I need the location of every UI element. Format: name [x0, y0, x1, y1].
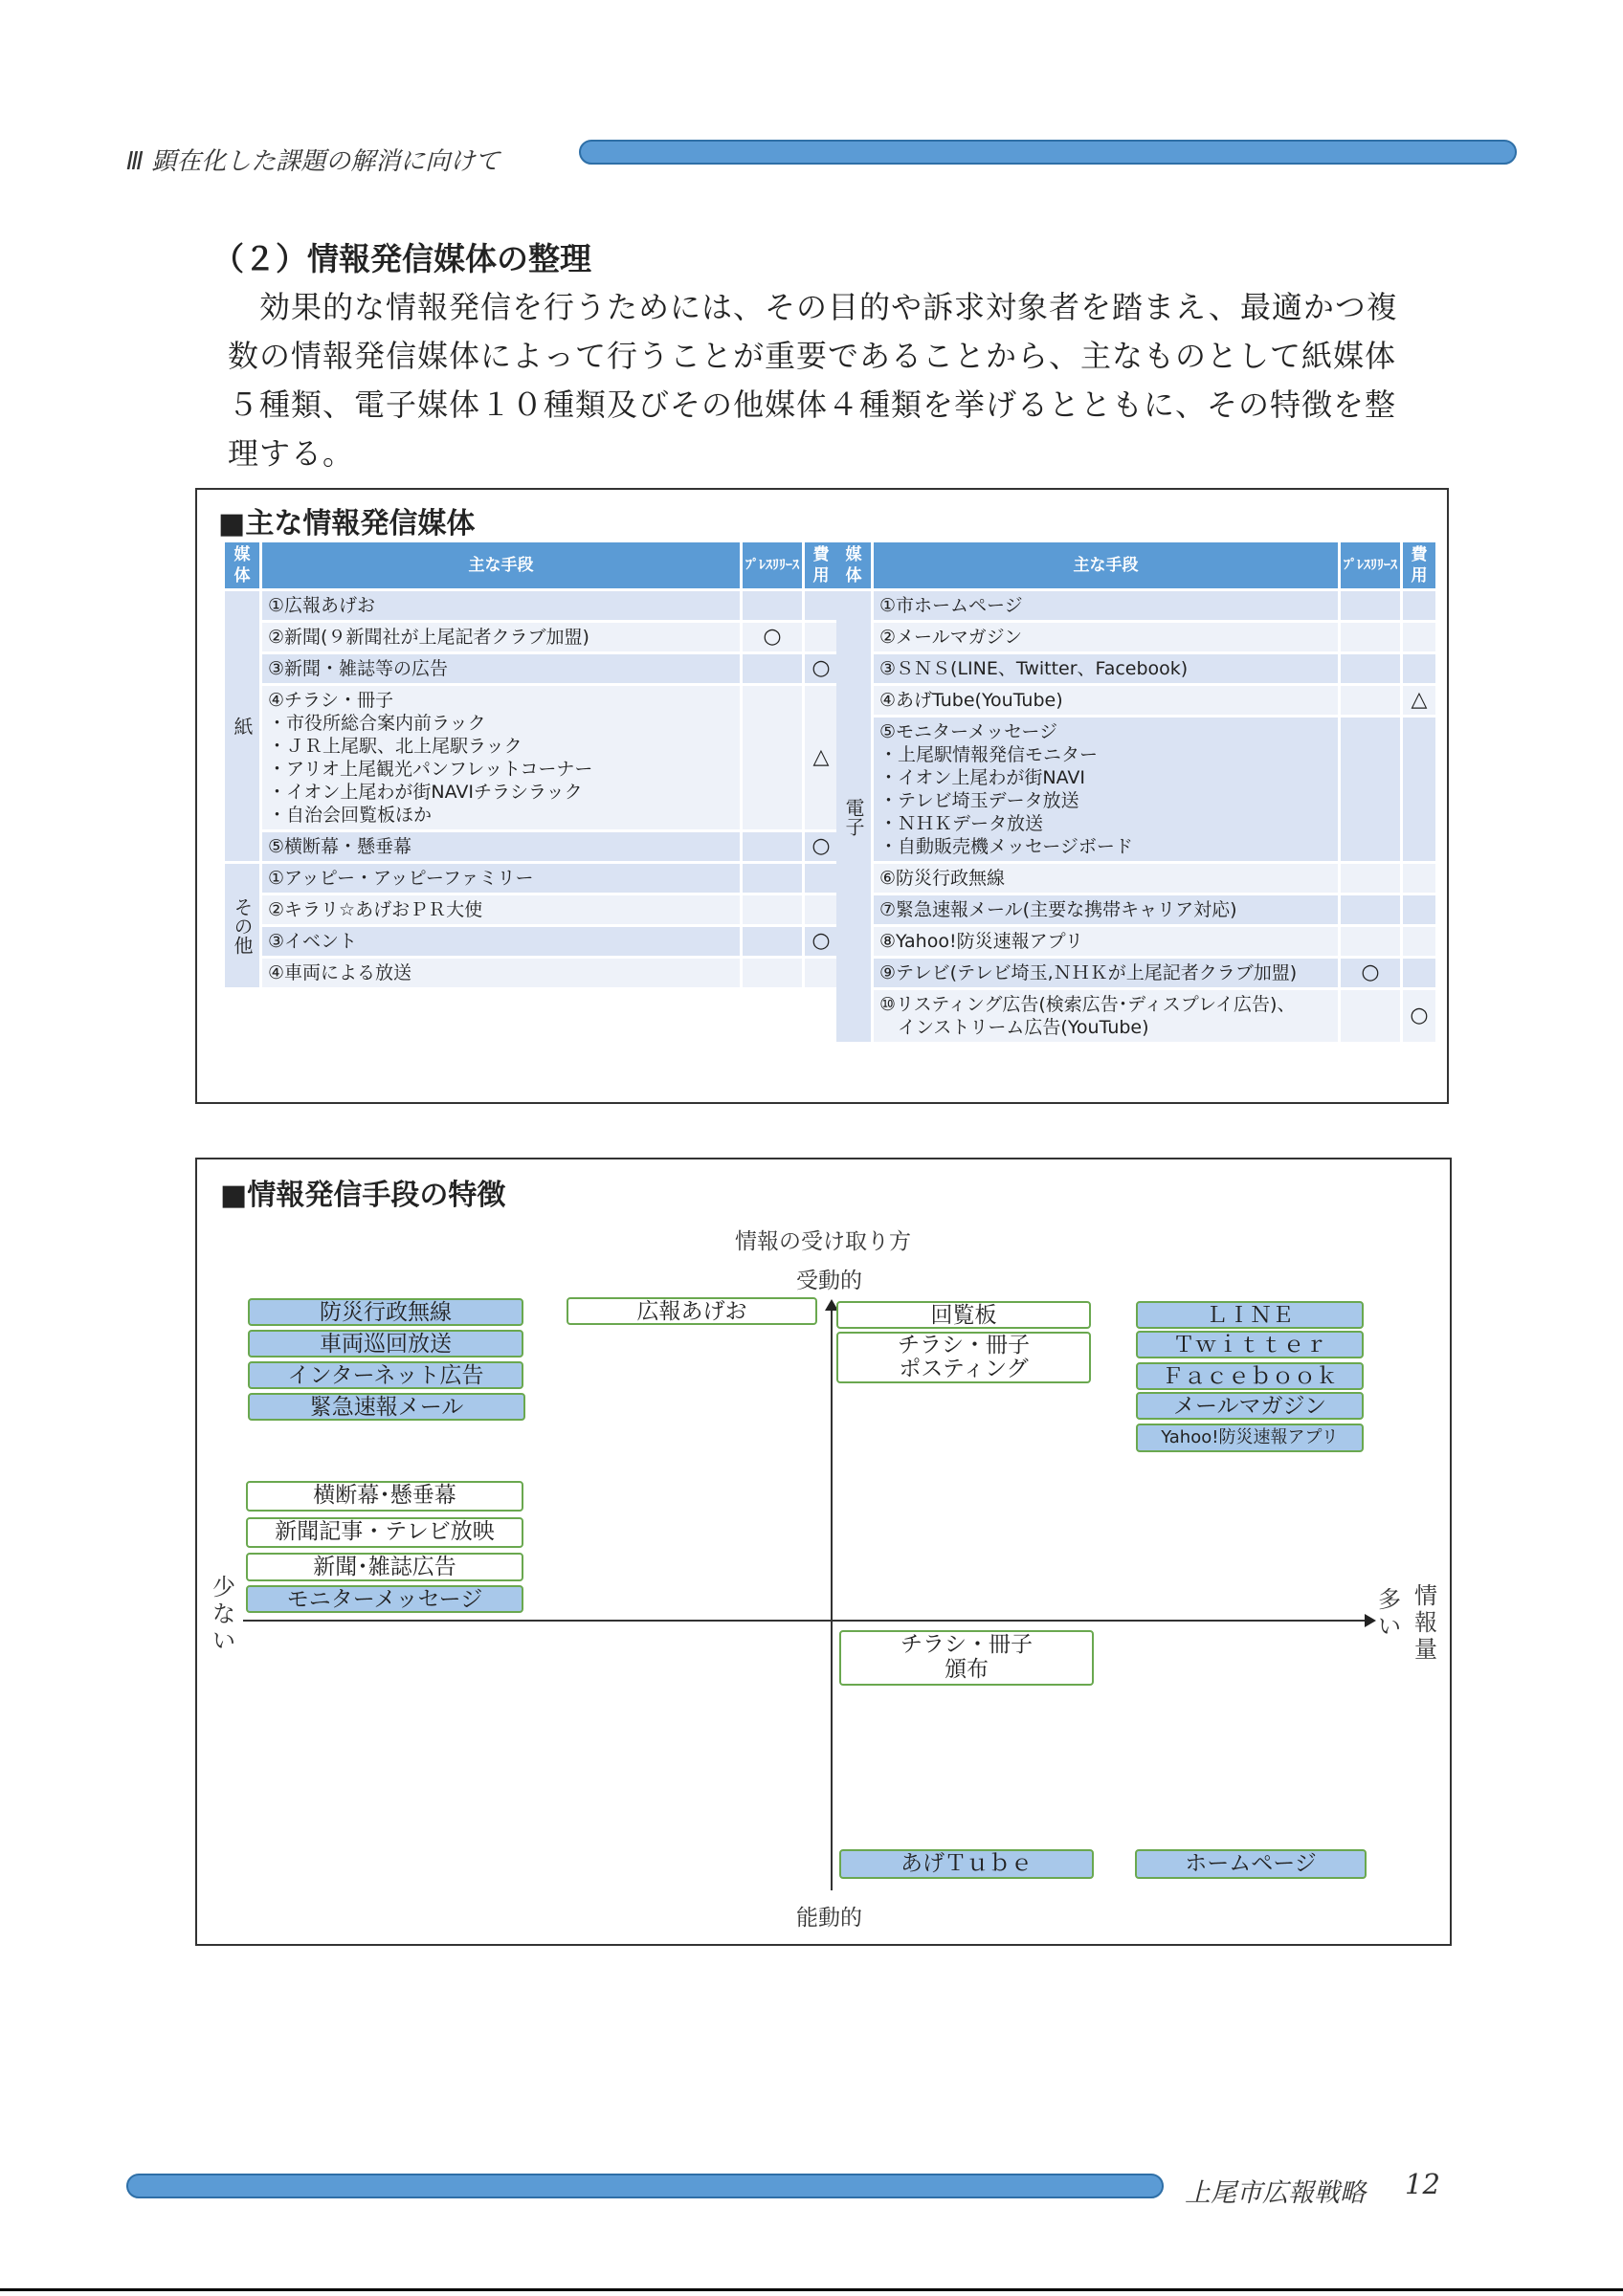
tag-koho: 広報あげお [567, 1297, 817, 1325]
label-more: 多い [1378, 1586, 1401, 1640]
tag-oudan: 横断幕･懸垂幕 [246, 1481, 523, 1512]
media-category: 電子 [836, 591, 871, 1042]
paragraph-line: ５種類、電子媒体１０種類及びその他媒体４種類を挙げるとともに、その特徴を整 [228, 386, 1397, 423]
method-cell [262, 895, 740, 924]
cost-cell [1403, 864, 1435, 893]
method-cell [874, 686, 1338, 715]
table-row [836, 654, 1435, 683]
press-release-cell [1341, 718, 1400, 861]
table-row [836, 959, 1435, 987]
method-main: ②キラリ☆あげおＰＲ大使 [268, 899, 483, 920]
table-row [836, 895, 1435, 924]
table-row [225, 832, 837, 861]
method-sub-item: ・ＪＲ上尾駅、北上尾駅ラック [268, 736, 522, 757]
tag-agetube: あげＴｕｂｅ [839, 1849, 1094, 1879]
table-row [836, 623, 1435, 651]
tag-chirashi-hanpu [839, 1630, 1094, 1686]
axis-title-top: 情報の受け取り方 [735, 1229, 911, 1254]
press-release-cell [1341, 686, 1400, 715]
media-table-left [222, 540, 840, 990]
label-passive: 受動的 [796, 1269, 862, 1293]
tag-chirashi-hanpu-line2: 頒布 [945, 1657, 989, 1682]
press-release-cell [743, 686, 802, 829]
tag-yahoo: Yahoo!防災速報アプリ [1136, 1424, 1364, 1452]
press-release-cell [743, 927, 802, 956]
press-release-cell [1341, 623, 1400, 651]
tag-facebook: Ｆａｃｅｂｏｏｋ [1136, 1362, 1364, 1390]
method-main: ①広報あげお [268, 595, 376, 616]
cost-cell: ○ [805, 654, 837, 683]
method-cell [262, 591, 740, 620]
table-row [225, 895, 837, 924]
method-main: ④車両による放送 [268, 962, 412, 983]
media-table-right [834, 540, 1438, 1045]
cost-cell [1403, 718, 1435, 861]
cost-cell: ○ [805, 927, 837, 956]
method-sub-item: ・イオン上尾わが街NAVIチラシラック [268, 782, 583, 803]
press-release-cell [1341, 654, 1400, 683]
cost-cell [805, 864, 837, 893]
table-row [836, 864, 1435, 893]
method-main: ⑦緊急速報メール(主要な携帯キャリア対応) [879, 899, 1237, 920]
method-main: ④あげTube(YouTube) [879, 690, 1063, 711]
method-main: ③ＳＮＳ(LINE、Twitter、Facebook) [879, 658, 1189, 679]
tag-chirashi-posting [836, 1332, 1091, 1383]
method-main: ⑨テレビ(テレビ埼玉,ＮＨＫが上尾記者クラブ加盟) [879, 962, 1298, 983]
cost-cell [805, 959, 837, 987]
paragraph-line: 数の情報発信媒体によって行うことが重要であることから、主なものとして紙媒体 [228, 338, 1397, 374]
label-less: 少ない [212, 1574, 235, 1654]
tag-chirashi-posting-line1: チラシ・冊子 [898, 1333, 1030, 1358]
method-main: ③イベント [268, 931, 358, 952]
method-sub-item: ・ＮＨＫデータ放送 [879, 813, 1044, 834]
x-axis-arrow [1365, 1614, 1376, 1627]
header-press: ﾌﾟﾚｽﾘﾘｰｽ [743, 542, 802, 588]
tag-homepage: ホームページ [1135, 1849, 1367, 1879]
press-release-cell [743, 654, 802, 683]
section-title: （２）情報発信媒体の整理 [212, 240, 591, 277]
method-cell [874, 654, 1338, 683]
page-bottom-rule [0, 2288, 1623, 2291]
axis-title-right: 情報量 [1414, 1582, 1437, 1663]
method-cell [262, 686, 740, 829]
header-cost: 費用 [805, 542, 837, 588]
press-release-cell [1341, 895, 1400, 924]
cost-cell [1403, 591, 1435, 620]
tag-shinbun-ad: 新聞･雑誌広告 [246, 1553, 523, 1581]
header-cost: 費用 [1403, 542, 1435, 588]
header-method: 主な手段 [874, 542, 1338, 588]
method-cell [874, 990, 1338, 1042]
footer-title: 上尾市広報戦略 [1185, 2178, 1366, 2208]
table-row [225, 591, 837, 620]
table-row [225, 959, 837, 987]
press-release-cell [743, 895, 802, 924]
table-row [225, 927, 837, 956]
features-chart-title: ■情報発信手段の特徴 [220, 1179, 506, 1212]
paragraph-line: 効果的な情報発信を行うためには、その目的や訴求対象者を踏まえ、最適かつ複 [228, 289, 1398, 325]
press-release-cell: ○ [743, 623, 802, 651]
press-release-cell [1341, 864, 1400, 893]
method-main: ③新聞・雑誌等の広告 [268, 658, 449, 679]
cost-cell [1403, 895, 1435, 924]
label-active: 能動的 [796, 1906, 862, 1931]
table-row [225, 654, 837, 683]
method-cell [874, 959, 1338, 987]
table-row [836, 686, 1435, 715]
method-main: ①アッピー・アッピーファミリー [268, 868, 534, 889]
press-release-cell [1341, 927, 1400, 956]
header-media: 媒体 [225, 542, 259, 588]
method-sub-item: ・イオン上尾わが街NAVI [879, 767, 1086, 788]
method-sub-item: インストリーム広告(YouTube) [879, 1017, 1149, 1038]
cost-cell [1403, 959, 1435, 987]
tag-monitor: モニターメッセージ [246, 1585, 523, 1613]
method-main: ⑤横断幕・懸垂幕 [268, 836, 412, 857]
header-media: 媒体 [836, 542, 871, 588]
tag-shinbun-tv: 新聞記事・テレビ放映 [246, 1517, 523, 1548]
table-row [836, 927, 1435, 956]
cost-cell: △ [1403, 686, 1435, 715]
chapter-heading: Ⅲ 顕在化した課題の解消に向けて [126, 147, 500, 176]
method-main: ②新聞(９新聞社が上尾記者クラブ加盟) [268, 627, 589, 648]
media-category: 紙 [225, 591, 259, 861]
press-release-cell [1341, 591, 1400, 620]
method-cell [874, 591, 1338, 620]
method-cell [874, 718, 1338, 861]
cost-cell [1403, 654, 1435, 683]
media-table-box [195, 488, 1449, 1104]
tag-mailmag: メールマガジン [1136, 1392, 1364, 1420]
press-release-cell [743, 832, 802, 861]
tag-bousai: 防災行政無線 [248, 1298, 523, 1326]
method-sub-item: ・自治会回覧板ほか [268, 805, 433, 826]
tag-line: ＬＩＮＥ [1136, 1301, 1364, 1329]
method-sub-item: ・アリオ上尾観光パンフレットコーナー [268, 759, 593, 780]
method-main: ⑧Yahoo!防災速報アプリ [879, 931, 1083, 952]
table-row [225, 864, 837, 893]
header-method: 主な手段 [262, 542, 740, 588]
press-release-cell [743, 959, 802, 987]
table-row [836, 591, 1435, 620]
method-cell [262, 654, 740, 683]
header-decoration-bar [579, 140, 1517, 165]
cost-cell [1403, 623, 1435, 651]
tag-chirashi-posting-line2: ポスティング [899, 1357, 1029, 1381]
press-release-cell [743, 591, 802, 620]
intro-paragraph [228, 283, 1434, 478]
method-sub-item: ・自動販売機メッセージボード [879, 836, 1133, 857]
method-cell [874, 864, 1338, 893]
cost-cell: ○ [805, 832, 837, 861]
header-press: ﾌﾟﾚｽﾘﾘｰｽ [1341, 542, 1400, 588]
method-main: ①市ホームページ [879, 595, 1023, 616]
table-row [836, 718, 1435, 861]
cost-cell: △ [805, 686, 837, 829]
table-row [836, 990, 1435, 1042]
media-table-title: ■主な情報発信媒体 [218, 507, 476, 541]
method-cell [262, 832, 740, 861]
press-release-cell: ○ [1341, 959, 1400, 987]
method-main: ⑩リスティング広告(検索広告･ディスプレイ広告)、 [879, 994, 1296, 1015]
y-axis [831, 1301, 833, 1890]
method-sub-item: ・上尾駅情報発信モニター [879, 744, 1099, 765]
page-number: 12 [1405, 2168, 1440, 2200]
method-main: ②メールマガジン [879, 627, 1023, 648]
press-release-cell [743, 864, 802, 893]
tag-chirashi-hanpu-line1: チラシ・冊子 [900, 1632, 1033, 1657]
tag-sharyo: 車両巡回放送 [248, 1330, 523, 1358]
method-main: ⑤モニターメッセージ [879, 721, 1057, 742]
footer-decoration-bar [126, 2174, 1164, 2198]
cost-cell: ○ [1403, 990, 1435, 1042]
method-main: ④チラシ・冊子 [268, 690, 394, 711]
tag-internet-ad: インターネット広告 [248, 1361, 523, 1389]
method-cell [262, 623, 740, 651]
method-sub-item: ・市役所総合案内前ラック [268, 713, 486, 734]
cost-cell [805, 591, 837, 620]
method-main: ⑥防災行政無線 [879, 868, 1006, 889]
tag-kairan: 回覧板 [836, 1301, 1091, 1329]
method-cell [262, 864, 740, 893]
paragraph-line: 理する。 [228, 435, 355, 472]
table-row [225, 623, 837, 651]
cost-cell [805, 895, 837, 924]
cost-cell [1403, 927, 1435, 956]
media-category: その他 [225, 864, 259, 987]
method-cell [874, 623, 1338, 651]
method-sub-item: ・テレビ埼玉データ放送 [879, 790, 1079, 811]
x-axis [243, 1620, 1368, 1622]
method-cell [874, 927, 1338, 956]
method-cell [262, 927, 740, 956]
table-row [225, 686, 837, 829]
tag-kinkyu: 緊急速報メール [248, 1393, 525, 1421]
method-cell [262, 959, 740, 987]
method-cell [874, 895, 1338, 924]
cost-cell [805, 623, 837, 651]
tag-twitter: Ｔｗｉｔｔｅｒ [1136, 1331, 1364, 1358]
press-release-cell [1341, 990, 1400, 1042]
